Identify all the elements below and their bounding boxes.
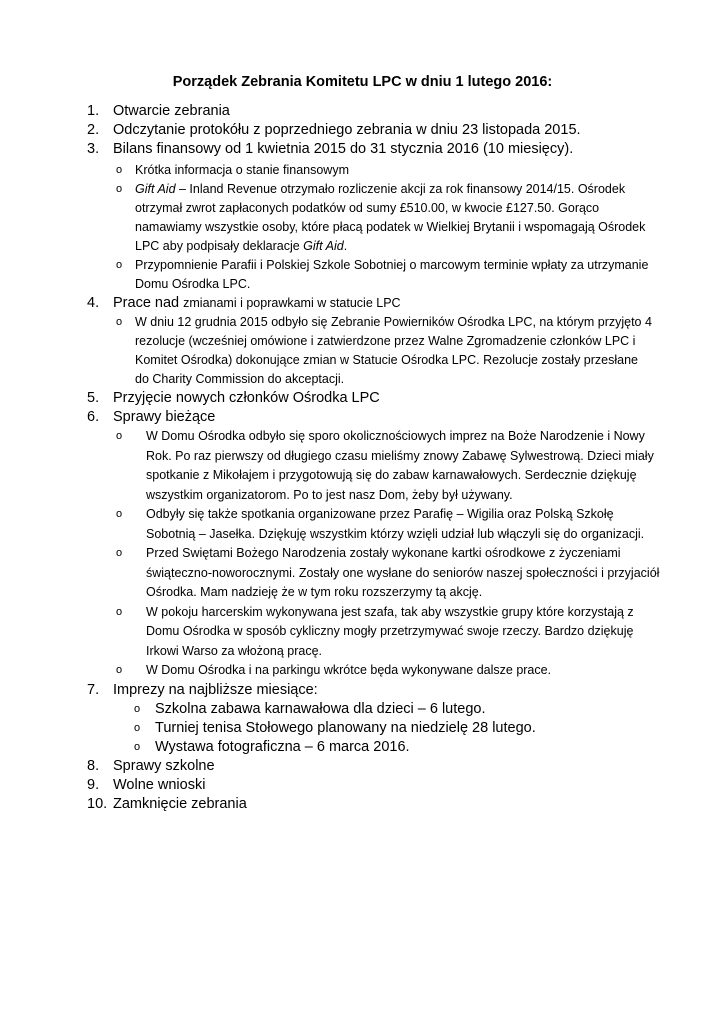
bullet-icon: o: [116, 605, 123, 618]
item-text: Prace nad zmianami i poprawkami w statucie LPC: [113, 295, 401, 311]
agenda-item-6: [0, 408, 725, 427]
sub-item: [0, 603, 725, 662]
bullet-icon: o: [116, 430, 123, 442]
sub-item-text: W dniu 12 grudnia 2015 odbyło się Zebranie Powierników Ośrodka LPC, na którym przyjęto 4 rezolucje (wcześniej omówione i zatwierdzone przez Walne Zgromadzenie członków LPC i Komitet Ośrodka) dokonujące zmian w Statucie Ośrodka LPC. Rezolucje zostały przesłane do Charity Commission do akceptacji.: [135, 315, 652, 386]
bullet-icon: o: [116, 508, 123, 520]
agenda-item-4: [0, 294, 725, 313]
sub-item: [0, 313, 725, 389]
sub-item-text: Gift Aid – Inland Revenue otrzymało rozliczenie akcji za rok finansowy 2014/15. Ośrodek otrzymał zwrot zapłaconych podatków od sumy £510.00, w kwocie £127.50. Gorąco namawiamy wszystkie osoby, które płacą podatek w Wielkiej Brytanii i wspomagają Ośrodek LPC aby podpisały deklaracje Gift Aid.: [135, 182, 646, 253]
item-text: Zamknięcie zebrania: [113, 795, 247, 812]
sub-item-text: Przed Swiętami Bożego Narodzenia zostały wykonane kartki ośrodkowe z życzeniami świąteczno-noworocznymi. Zostały one wysłane do seniorów naszej społeczności i przyjaciół Ośrodka. Mam nadzieję że w tym roku rozszerzymy tą akcję.: [146, 546, 660, 599]
item-number: 7.: [87, 681, 100, 698]
item-number: 5.: [87, 390, 100, 406]
sub-item-text: Krótka informacja o stanie finansowym: [135, 163, 349, 177]
sub-item-text: W Domu Ośrodka odbyło się sporo okolicznościowych imprez na Boże Narodzenie i Nowy Rok. Po raz pierwszy od długiego czasu mieliśmy znowy Zabawę Sylwestrową. Dzieci miały spotkanie z Mikołajem i przygotowują się do zabaw karnawałowych. Serdecznie dziękuję wszystkim organizatorom. Po to jest nasz Dom, żeby był używany.: [146, 429, 654, 502]
sub-item: [0, 700, 725, 719]
gift-aid-term: Gift Aid: [135, 182, 176, 196]
agenda-item-10: [0, 795, 725, 814]
agenda-item-8: [0, 757, 725, 776]
bullet-icon: o: [116, 316, 123, 328]
sub-item: [0, 719, 725, 738]
sub-item-text: Wystawa fotograficzna – 6 marca 2016.: [155, 738, 410, 755]
sub-item: [0, 161, 725, 180]
item-number: 1.: [87, 103, 100, 119]
item-text: Przyjęcie nowych członków Ośrodka LPC: [113, 390, 380, 406]
item-text: Sprawy bieżące: [113, 409, 216, 425]
bullet-icon: o: [116, 259, 123, 271]
item-text: Wolne wnioski: [113, 776, 206, 793]
agenda-item-1: [0, 102, 725, 121]
sub-item-text: W Domu Ośrodka i na parkingu wkrótce będa wykonywane dalsze prace.: [146, 663, 552, 677]
agenda-item-9: [0, 776, 725, 795]
bullet-icon: o: [116, 183, 123, 195]
sub-item: [0, 544, 725, 603]
item-number: 2.: [87, 122, 100, 138]
sub-item: [0, 738, 725, 757]
bullet-icon: o: [116, 664, 123, 676]
sub-item-text: W pokoju harcerskim wykonywana jest szafa, tak aby wszystkie grupy które korzystają z Domu Ośrodka w sposób cykliczny mogły przetrzymywać swoje rzeczy. Bardzo dziękuję Irkowi Warso za włożoną pracę.: [146, 604, 634, 658]
item-number: 8.: [87, 757, 100, 774]
item-number: 4.: [87, 295, 100, 311]
sub-item: [0, 256, 725, 294]
agenda-item-3: [0, 140, 725, 159]
sub-item: [0, 427, 725, 505]
item-number: 10.: [87, 795, 108, 812]
item-number: 9.: [87, 776, 100, 793]
sub-item: [0, 505, 725, 544]
sub-item-text: Szkolna zabawa karnawałowa dla dzieci – 6 lutego.: [155, 700, 486, 717]
bullet-icon: o: [116, 164, 123, 176]
sub-item: [0, 180, 725, 256]
gift-aid-term: Gift Aid: [303, 239, 344, 253]
item-number: 6.: [87, 409, 100, 425]
item-text: Imprezy na najbliższe miesiące:: [113, 681, 318, 698]
sub-item-text: Turniej tenisa Stołowego planowany na niedzielę 28 lutego.: [155, 719, 536, 736]
item-text: Odczytanie protokółu z poprzedniego zebrania w dniu 23 listopada 2015.: [113, 122, 581, 138]
item-text: Bilans finansowy od 1 kwietnia 2015 do 31 stycznia 2016 (10 miesięcy).: [113, 141, 574, 157]
agenda-item-7: [0, 681, 725, 700]
sub-item: [0, 661, 725, 681]
agenda-item-5: [0, 389, 725, 408]
sub-item-text: Przypomnienie Parafii i Polskiej Szkole Sobotniej o marcowym terminie wpłaty za utrzymanie Domu Ośrodka LPC.: [135, 258, 649, 291]
bullet-icon: o: [134, 740, 141, 753]
item-number: 3.: [87, 141, 100, 157]
agenda-item-2: [0, 121, 725, 140]
item-text: Sprawy szkolne: [113, 757, 215, 774]
bullet-icon: o: [116, 547, 123, 559]
bullet-icon: o: [134, 702, 141, 715]
sub-item-text: Odbyły się także spotkania organizowane przez Parafię – Wigilia oraz Polską Szkołę Sobotnią – Jasełka. Dziękuję wszystkim którzy wzięli udział lub włączyli się do organizacji.: [146, 507, 645, 541]
item-text: Otwarcie zebrania: [113, 103, 230, 119]
agenda-list: [0, 102, 725, 814]
document-title: Porządek Zebrania Komitetu LPC w dniu 1 lutego 2016:: [172, 74, 553, 90]
bullet-icon: o: [134, 721, 141, 734]
